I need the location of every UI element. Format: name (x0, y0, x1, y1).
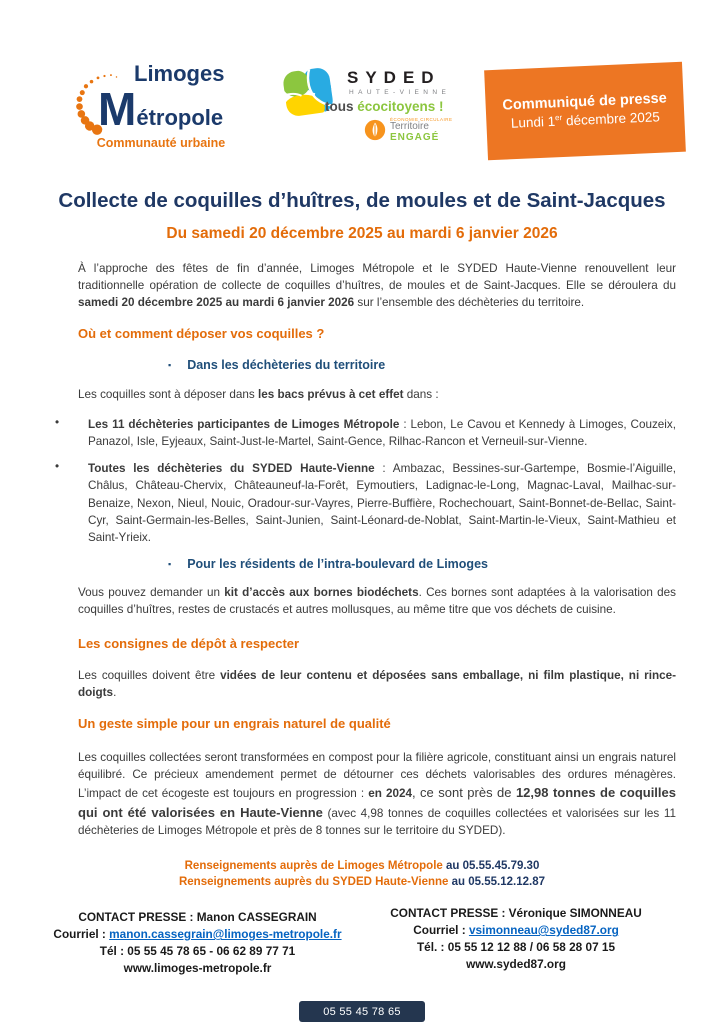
contact-left (30, 909, 365, 977)
bold-kit: kit d’accès aux bornes biodéchets (224, 586, 419, 600)
slogan-bang: ! (435, 99, 444, 114)
bold-lead: Les 11 déchèteries participantes de Limoges Métropole (88, 417, 400, 431)
badge-territoire: Territoire (390, 121, 429, 132)
text-run: : Ambazac, Bessines-sur-Gartempe, Bosmie-l’Aiguille, Châlus, Château-Chervix, Châteauneuf-la-Forêt, Eymoutiers, Ladignac-le-Long, Magnac-Laval, Mailhac-sur-Benaize, Nexon, Nieul, Nouic, Oradour-sur-Vayres, Pierre-Buffière, Rochechouart, Saint-Bonnet-de-Bellac, Saint-Cyr, Saint-Germain-les-Belles, Saint-Junien, Saint-Léonard-de-Noblat, Saint-Martin-le-Vieux, Saint-Mathieu et Saint-Yrieix. (88, 462, 676, 545)
contact-email-line (365, 922, 667, 939)
info-line-limoges (0, 859, 724, 875)
contacts-section (0, 905, 724, 1000)
slogan-green: écocitoyens (357, 99, 436, 114)
bold-tonnage: 12,98 tonnes de coquilles qui ont été valorisées en Haute-Vienne (78, 785, 676, 820)
section-heading-gesture: Un geste simple pour un engrais naturel de qualité (78, 716, 391, 732)
syded-slogan (325, 99, 444, 114)
subsection-dechetteries-label: Dans les déchèteries du territoire (187, 357, 386, 372)
contact-right (365, 905, 667, 973)
text-run: : Lebon, Le Cavou et Kennedy à Limoges, Couzeix, Panazol, Isle, Eyjeaux, Saint-Just-le-Martel, Saint-Gence, Rilhac-Rancon et Verneuil-sur-Vienne. (88, 417, 676, 449)
bold-rules: vidées de leur contenu et déposées sans emballage, ni film plastique, ni rince-doigts (78, 668, 676, 699)
square-bullet-icon: ▪ (168, 559, 172, 570)
courriel-label: Courriel : (53, 927, 110, 942)
phone-status-chip: 05 55 45 78 65 (299, 1001, 425, 1022)
syded-region-label: HAUTE-VIENNE (349, 89, 451, 96)
text-run: Les coquilles collectées seront transformées en compost pour la filière agricole, constituant ainsi un engrais naturel équilibré. Ce précieux amendement permet de détourner ces déchets valorisables des ordures ménagères. L’impact de cet écogeste est toujours en progression : (78, 751, 676, 801)
bold-2024: en 2024 (368, 787, 412, 801)
text-run: (avec 4,98 tonnes de coquilles collectées et valorisées sur les 11 déchèteries de Limoges Métropole et près de 8 tonnes sur le territoire du SYDED). (78, 806, 676, 837)
square-bullet-icon: ▪ (168, 359, 172, 370)
territoire-engage-badge (363, 117, 453, 143)
impact-paragraph (78, 749, 676, 839)
intro-paragraph (78, 260, 676, 312)
bold-lead: Toutes les déchèteries du SYDED Haute-Vienne (88, 462, 375, 476)
text-run: . (113, 685, 117, 699)
contact-website: www.syded87.org (466, 957, 566, 972)
date-suffix: décembre 2025 (562, 109, 661, 129)
syded-logo (281, 58, 471, 158)
subsection-residents (168, 557, 724, 571)
press-release-label: Communiqué de presse (502, 90, 668, 114)
rules-paragraph (78, 667, 676, 701)
subsection-residents-label: Pour les résidents de l’intra-boulevard de Limoges (187, 557, 488, 572)
date-prefix: Lundi 1 (510, 114, 556, 131)
courriel-label: Courriel : (413, 923, 469, 938)
round-bullet-icon: • (55, 460, 60, 474)
kit-paragraph (78, 584, 676, 618)
slogan-prefix: tous (325, 99, 358, 114)
text-run: Vous pouvez demander un (78, 586, 225, 600)
section-heading-where: Où et comment déposer vos coquilles ? (78, 325, 325, 341)
limoges-wordmark-line2: Métropole (98, 83, 224, 136)
text-run: Les coquilles doivent être (78, 668, 221, 682)
list-item-text (88, 460, 676, 546)
text-run: sur l’ensemble des déchèteries du territoire. (354, 296, 585, 310)
page-subtitle: Du samedi 20 décembre 2025 au mardi 6 janvier 2026 (166, 225, 558, 242)
text-run: . Ces bornes sont adaptées à la valorisation des coquilles d’huîtres, restes de crustacés et autres mollusques, au même titre que vos déchets de cuisine. (78, 586, 676, 617)
email-link[interactable]: manon.cassegrain@limoges-metropole.fr (109, 927, 342, 942)
contact-tel-line: Tél : 05 55 45 78 65 - 06 62 89 77 71 (99, 944, 296, 959)
date-ordinal: er (554, 113, 563, 123)
contact-title: CONTACT PRESSE : Manon CASSEGRAIN (78, 910, 317, 925)
text-run: À l’approche des fêtes de fin d’année, Limoges Métropole et le SYDED Haute-Vienne renouvellent leur traditionnelle opération de collecte de coquilles d’huîtres, de moules et de Saint-Jacques. Elle se déroulera du (78, 262, 676, 293)
territoire-engage-icon (363, 118, 387, 142)
deposit-instruction (78, 386, 676, 403)
info-label: Renseignements auprès de Limoges Métropole (184, 860, 443, 873)
section-heading-rules: Les consignes de dépôt à respecter (78, 635, 300, 651)
contact-title: CONTACT PRESSE : Véronique SIMONNEAU (390, 906, 642, 921)
syded-wordmark: SYDED (347, 68, 441, 87)
list-item-syded (55, 460, 676, 546)
limoges-metropole-logo (70, 62, 240, 157)
bold-dates: samedi 20 décembre 2025 au mardi 6 janvier 2026 (78, 296, 355, 310)
info-line-syded (0, 875, 724, 891)
info-label: Renseignements auprès du SYDED Haute-Vienne (178, 875, 449, 888)
page-title: Collecte de coquilles d’huîtres, de moules et de Saint-Jacques (58, 189, 666, 212)
list-item-text (88, 416, 676, 450)
badge-engage: ENGAGÉ (390, 131, 440, 143)
document-body (0, 260, 724, 1000)
limoges-wordmark-line1: Limoges (134, 61, 225, 86)
email-link[interactable]: vsimonneau@syded87.org (468, 923, 619, 938)
text-run: Les coquilles sont à déposer dans (78, 387, 258, 401)
text-run: , ce sont près de (411, 785, 516, 801)
subsection-dechetteries (168, 358, 724, 372)
badge-topline: ÉCONOMIE CIRCULAIRE (390, 117, 453, 122)
contact-email-line (30, 926, 365, 943)
info-lines (0, 859, 724, 890)
text-run: dans : (403, 387, 439, 401)
round-bullet-icon: • (55, 415, 60, 429)
info-phone: au 05.55.12.12.87 (448, 875, 546, 888)
press-release-box (484, 62, 686, 161)
info-phone: au 05.55.45.79.30 (442, 860, 540, 873)
limoges-tagline: Communauté urbaine (96, 136, 226, 150)
contact-website: www.limoges-metropole.fr (123, 961, 272, 976)
contact-tel-line: Tél. : 05 55 12 12 88 / 06 58 28 07 15 (416, 940, 616, 955)
bold-bins: les bacs prévus à cet effet (257, 387, 404, 401)
list-item-limoges-metropole (55, 416, 676, 450)
